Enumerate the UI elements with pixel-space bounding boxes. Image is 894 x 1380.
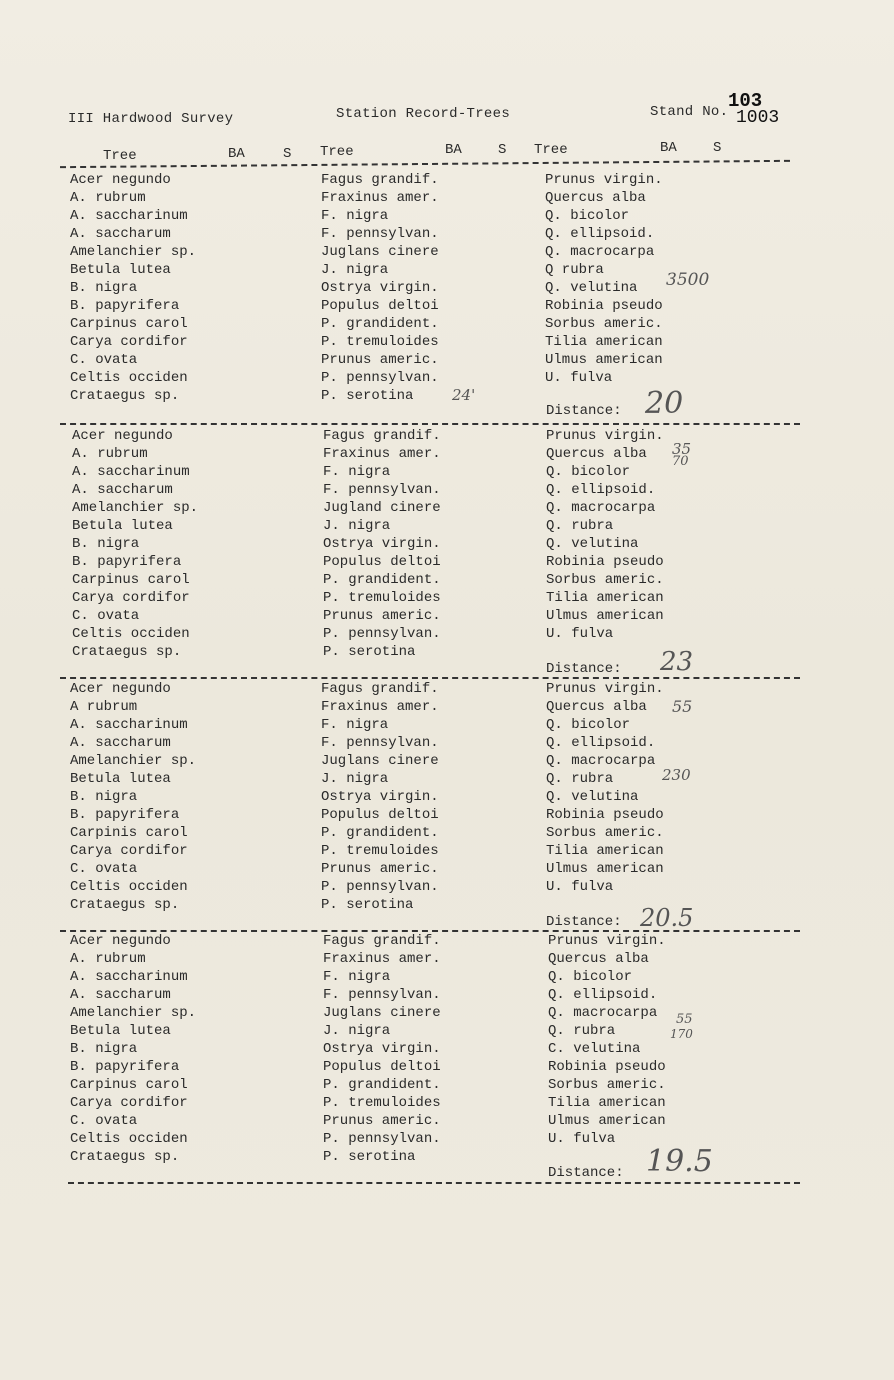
tree-species-entry: A. saccharinum <box>72 464 190 480</box>
tree-species-entry: C. ovata <box>70 1113 138 1129</box>
tree-species-entry: A. rubrum <box>70 951 146 967</box>
tree-species-entry: Crataegus sp. <box>70 897 180 913</box>
tree-species-entry: Q rubra <box>545 262 604 278</box>
note-rubra-bottom-4: 170 <box>670 1027 693 1041</box>
tree-species-entry: J. nigra <box>323 518 391 534</box>
distance-label-3: Distance: <box>546 914 622 930</box>
tree-species-entry: Carya cordifor <box>70 1095 188 1111</box>
tree-column-2 <box>323 932 441 1166</box>
tree-species-entry: Prunus americ. <box>321 352 439 368</box>
col-header-s-2: S <box>498 142 507 158</box>
tree-species-entry: A. saccharum <box>70 987 171 1003</box>
col-header-tree-3: Tree <box>534 142 568 158</box>
tree-species-entry: Q. rubra <box>548 1023 616 1039</box>
tree-species-entry: Populus deltoi <box>321 298 439 314</box>
tree-species-entry: B. papyrifera <box>72 554 182 570</box>
tree-species-entry: Acer negundo <box>70 933 171 949</box>
tree-species-entry: Carpinus carol <box>72 572 190 588</box>
tree-species-entry: Tilia american <box>546 843 664 859</box>
tree-species-entry: Prunus virgin. <box>546 428 664 444</box>
tree-column-1 <box>70 171 196 405</box>
distance-label-1: Distance: <box>546 403 622 419</box>
tree-species-entry: Fagus grandif. <box>321 681 439 697</box>
tree-species-entry: P. serotina <box>321 897 414 913</box>
col-header-tree-2: Tree <box>320 144 354 160</box>
tree-species-entry: A. saccharum <box>70 226 171 242</box>
tree-species-entry: P. pennsylvan. <box>321 370 439 386</box>
tree-species-entry: P. tremuloides <box>323 590 441 606</box>
tree-species-entry: Celtis occiden <box>70 1131 188 1147</box>
tree-species-entry: Carya cordifor <box>72 590 190 606</box>
tree-species-entry: Q. ellipsoid. <box>548 987 658 1003</box>
tree-species-entry: Q. rubra <box>546 771 614 787</box>
tree-species-entry: B. nigra <box>70 1041 138 1057</box>
tree-species-entry: Acer negundo <box>70 172 171 188</box>
tree-species-entry: Populus deltoi <box>321 807 439 823</box>
tree-species-entry: Crataegus sp. <box>72 644 182 660</box>
tree-species-entry: Fagus grandif. <box>321 172 439 188</box>
tree-species-entry: Q. velutina <box>546 789 639 805</box>
tree-species-entry: F. nigra <box>323 969 391 985</box>
tree-species-entry: Amelanchier sp. <box>72 500 199 516</box>
tree-species-entry: Prunus virgin. <box>546 681 664 697</box>
tree-column-1 <box>70 932 196 1166</box>
tree-species-entry: F. nigra <box>321 208 389 224</box>
tree-species-entry: A. saccharinum <box>70 717 188 733</box>
station-divider-4 <box>68 1182 800 1184</box>
tree-species-entry: Prunus virgin. <box>545 172 663 188</box>
tree-species-entry: Ostrya virgin. <box>321 789 439 805</box>
tree-species-entry: Q. rubra <box>546 518 614 534</box>
tree-species-entry: Crataegus sp. <box>70 1149 180 1165</box>
tree-species-entry: U. fulva <box>545 370 613 386</box>
col-header-s-3: S <box>713 140 722 156</box>
tree-column-2 <box>321 680 439 914</box>
tree-species-entry: P. serotina <box>323 1149 416 1165</box>
tree-species-entry: Tilia american <box>545 334 663 350</box>
col-header-ba-3: BA <box>660 140 677 156</box>
col-header-s-1: S <box>283 146 292 162</box>
tree-species-entry: P. tremuloides <box>323 1095 441 1111</box>
tree-species-entry: Jugland cinere <box>323 500 441 516</box>
col-header-ba-1: BA <box>228 146 245 162</box>
note-alba-top-2: 35 <box>672 440 692 458</box>
tree-species-entry: Q. bicolor <box>548 969 633 985</box>
tree-species-entry: C. ovata <box>72 608 140 624</box>
tree-species-entry: Acer negundo <box>70 681 171 697</box>
tree-species-entry: Q. macrocarpa <box>546 753 656 769</box>
tree-species-entry: Fagus grandif. <box>323 428 441 444</box>
note-alba-3: 55 <box>672 697 693 716</box>
tree-species-entry: P. grandident. <box>323 572 441 588</box>
tree-species-entry: Prunus virgin. <box>548 933 666 949</box>
tree-species-entry: Ulmus american <box>545 352 663 368</box>
tree-column-2 <box>323 427 441 661</box>
tree-species-entry: Quercus alba <box>548 951 649 967</box>
tree-species-entry: Betula lutea <box>70 771 171 787</box>
note-velutina-1: 3500 <box>666 270 710 290</box>
tree-species-entry: Q. ellipsoid. <box>545 226 655 242</box>
tree-column-3 <box>545 171 663 387</box>
tree-species-entry: Quercus alba <box>546 699 647 715</box>
tree-species-entry: Carya cordifor <box>70 334 188 350</box>
tree-species-entry: Fraxinus amer. <box>321 190 439 206</box>
tree-species-entry: B. papyrifera <box>70 298 180 314</box>
distance-value-4: 19.5 <box>646 1144 713 1179</box>
tree-species-entry: Celtis occiden <box>72 626 190 642</box>
tree-species-entry: P. pennsylvan. <box>321 879 439 895</box>
tree-species-entry: A rubrum <box>70 699 138 715</box>
tree-species-entry: Ulmus american <box>548 1113 666 1129</box>
stand-number-stamp: 103 <box>728 90 763 112</box>
tree-species-entry: Fraxinus amer. <box>321 699 439 715</box>
tree-species-entry: Amelanchier sp. <box>70 753 197 769</box>
col-header-ba-2: BA <box>445 142 462 158</box>
note-alba-bottom-2: 70 <box>672 454 689 469</box>
tree-species-entry: Tilia american <box>548 1095 666 1111</box>
stand-number-typed: 1003 <box>736 108 780 128</box>
tree-column-1 <box>70 680 196 914</box>
note-rubra-3: 230 <box>662 766 691 784</box>
tree-species-entry: Populus deltoi <box>323 1059 441 1075</box>
tree-species-entry: Q. velutina <box>545 280 638 296</box>
stand-label: Stand No. <box>650 104 729 120</box>
tree-species-entry: Prunus americ. <box>321 861 439 877</box>
tree-species-entry: F. nigra <box>323 464 391 480</box>
tree-species-entry: Juglans cinere <box>321 753 439 769</box>
tree-species-entry: J. nigra <box>323 1023 391 1039</box>
tree-species-entry: Betula lutea <box>70 262 171 278</box>
tree-species-entry: B. nigra <box>72 536 140 552</box>
tree-species-entry: Carpinus carol <box>70 1077 188 1093</box>
tree-species-entry: P. grandident. <box>321 825 439 841</box>
tree-species-entry: Q. macrocarpa <box>545 244 655 260</box>
tree-species-entry: C. ovata <box>70 861 138 877</box>
tree-column-3 <box>546 680 664 896</box>
tree-species-entry: F. pennsylvan. <box>321 735 439 751</box>
col-header-tree-1: Tree <box>103 148 137 164</box>
tree-species-entry: A. saccharinum <box>70 969 188 985</box>
tree-species-entry: F. pennsylvan. <box>323 482 441 498</box>
tree-column-2 <box>321 171 439 405</box>
tree-species-entry: U. fulva <box>546 879 614 895</box>
distance-value-2: 23 <box>660 647 694 677</box>
tree-species-entry: Ostrya virgin. <box>321 280 439 296</box>
tree-species-entry: A. saccharum <box>70 735 171 751</box>
distance-value-3: 20.5 <box>640 904 694 932</box>
tree-species-entry: Robinia pseudo <box>546 554 664 570</box>
tree-species-entry: P. tremuloides <box>321 334 439 350</box>
tree-species-entry: B. papyrifera <box>70 807 180 823</box>
distance-label-2: Distance: <box>546 661 622 677</box>
tree-species-entry: Q. macrocarpa <box>548 1005 658 1021</box>
tree-species-entry: P. serotina <box>323 644 416 660</box>
survey-title: III Hardwood Survey <box>68 111 234 127</box>
tree-species-entry: Carya cordifor <box>70 843 188 859</box>
tree-species-entry: P. tremuloides <box>321 843 439 859</box>
tree-species-entry: U. fulva <box>548 1131 616 1147</box>
tree-species-entry: Prunus americ. <box>323 608 441 624</box>
tree-species-entry: B. nigra <box>70 280 138 296</box>
tree-species-entry: Amelanchier sp. <box>70 244 197 260</box>
tree-species-entry: Q. velutina <box>546 536 639 552</box>
tree-species-entry: Populus deltoi <box>323 554 441 570</box>
tree-species-entry: Sorbus americ. <box>546 572 664 588</box>
tree-species-entry: Fraxinus amer. <box>323 951 441 967</box>
tree-species-entry: Q. bicolor <box>546 717 631 733</box>
tree-species-entry: Ulmus american <box>546 861 664 877</box>
tree-species-entry: Q. ellipsoid. <box>546 482 656 498</box>
tree-species-entry: C. ovata <box>70 352 138 368</box>
tree-species-entry: Q. bicolor <box>545 208 630 224</box>
tree-species-entry: B. papyrifera <box>70 1059 180 1075</box>
tree-species-entry: P. grandident. <box>321 316 439 332</box>
tree-species-entry: A. rubrum <box>72 446 148 462</box>
tree-species-entry: Ostrya virgin. <box>323 536 441 552</box>
tree-species-entry: J. nigra <box>321 771 389 787</box>
distance-value-1: 20 <box>645 386 684 421</box>
tree-species-entry: Fraxinus amer. <box>323 446 441 462</box>
note-serotina-1: 24' <box>452 386 476 404</box>
tree-species-entry: F. pennsylvan. <box>323 987 441 1003</box>
tree-species-entry: P. pennsylvan. <box>323 1131 441 1147</box>
tree-species-entry: Ostrya virgin. <box>323 1041 441 1057</box>
record-title: Station Record-Trees <box>336 106 511 122</box>
tree-species-entry: B. nigra <box>70 789 138 805</box>
tree-column-3 <box>546 427 664 643</box>
tree-species-entry: Q. ellipsoid. <box>546 735 656 751</box>
tree-species-entry: Quercus alba <box>546 446 647 462</box>
distance-label-4: Distance: <box>548 1165 624 1181</box>
tree-species-entry: Robinia pseudo <box>545 298 663 314</box>
note-rubra-top-4: 55 <box>676 1012 693 1027</box>
tree-species-entry: Celtis occiden <box>70 879 188 895</box>
tree-species-entry: Robinia pseudo <box>548 1059 666 1075</box>
tree-species-entry: Sorbus americ. <box>545 316 663 332</box>
station-divider-1 <box>60 423 800 425</box>
tree-species-entry: Prunus americ. <box>323 1113 441 1129</box>
tree-species-entry: Sorbus americ. <box>548 1077 666 1093</box>
tree-species-entry: Quercus alba <box>545 190 646 206</box>
tree-species-entry: J. nigra <box>321 262 389 278</box>
tree-species-entry: Tilia american <box>546 590 664 606</box>
tree-species-entry: Carpinis carol <box>70 825 188 841</box>
tree-species-entry: Q. bicolor <box>546 464 631 480</box>
tree-species-entry: Sorbus americ. <box>546 825 664 841</box>
tree-species-entry: Fagus grandif. <box>323 933 441 949</box>
tree-species-entry: A. saccharinum <box>70 208 188 224</box>
tree-species-entry: P. serotina <box>321 388 414 404</box>
tree-species-entry: Amelanchier sp. <box>70 1005 197 1021</box>
tree-species-entry: Q. macrocarpa <box>546 500 656 516</box>
tree-species-entry: Celtis occiden <box>70 370 188 386</box>
tree-species-entry: A. saccharum <box>72 482 173 498</box>
tree-species-entry: F. nigra <box>321 717 389 733</box>
tree-species-entry: Juglans cinere <box>321 244 439 260</box>
tree-species-entry: A. rubrum <box>70 190 146 206</box>
tree-species-entry: U. fulva <box>546 626 614 642</box>
tree-species-entry: C. velutina <box>548 1041 641 1057</box>
tree-column-1 <box>72 427 198 661</box>
tree-column-3 <box>548 932 666 1148</box>
tree-species-entry: Acer negundo <box>72 428 173 444</box>
tree-species-entry: Ulmus american <box>546 608 664 624</box>
tree-species-entry: Juglans cinere <box>323 1005 441 1021</box>
tree-species-entry: F. pennsylvan. <box>321 226 439 242</box>
tree-species-entry: Crataegus sp. <box>70 388 180 404</box>
station-divider-2 <box>60 677 800 679</box>
tree-species-entry: Betula lutea <box>72 518 173 534</box>
tree-species-entry: P. grandident. <box>323 1077 441 1093</box>
tree-species-entry: Betula lutea <box>70 1023 171 1039</box>
tree-species-entry: P. pennsylvan. <box>323 626 441 642</box>
tree-species-entry: Carpinus carol <box>70 316 188 332</box>
tree-species-entry: Robinia pseudo <box>546 807 664 823</box>
